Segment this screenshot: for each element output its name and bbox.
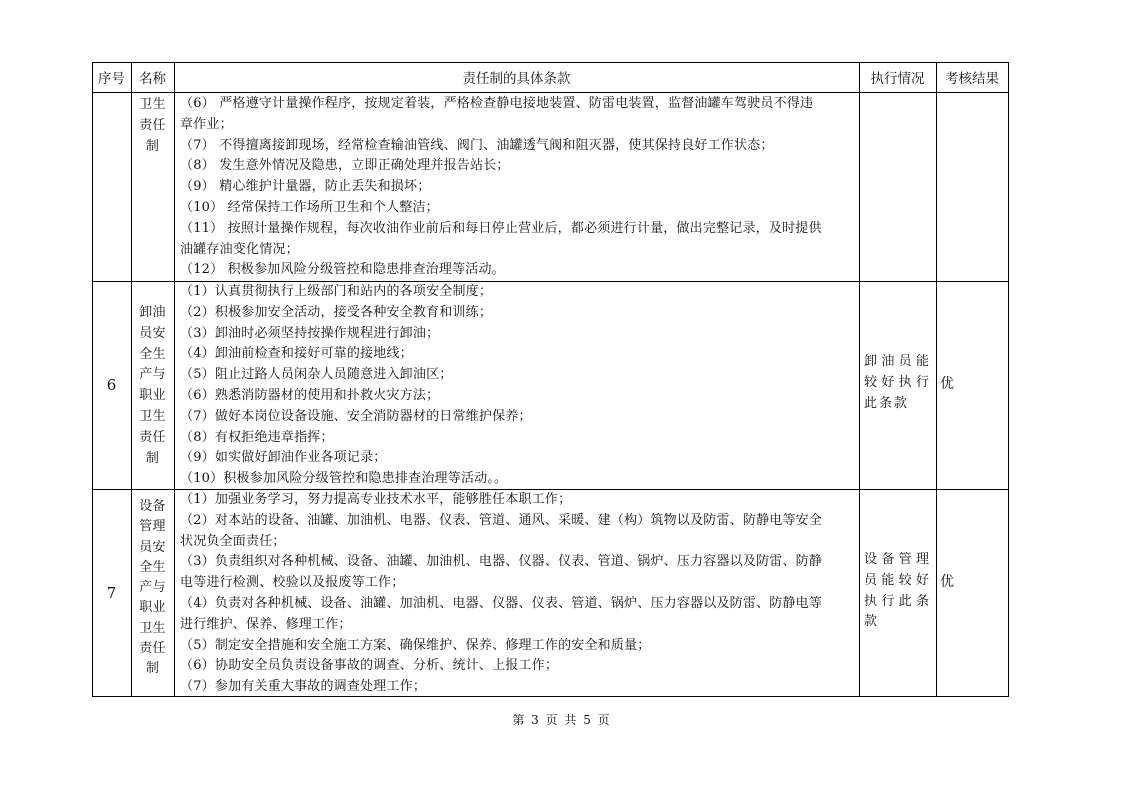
row-execution (864, 352, 931, 414)
clause-line: 进行维护、保养、修理工作； (180, 616, 352, 632)
clause-line: （10） 经常保持工作场所卫生和个人整洁； (180, 199, 439, 215)
name-line: 管理 (139, 519, 166, 535)
name-line: 卫生 (139, 620, 166, 636)
name-line: 产与 (139, 580, 166, 596)
header-seq: 序号 (98, 71, 125, 87)
name-line: 卸油 (139, 305, 166, 320)
clause-line: 状况负全面责任； (180, 533, 286, 549)
name-line: 员安 (139, 539, 166, 555)
name-line: 职业 (139, 388, 166, 404)
name-line: 全生 (139, 346, 166, 362)
row-name (131, 95, 174, 157)
table-border (92, 92, 1009, 93)
clause-line: （9） 精心维护计量器，防止丢失和损坏； (180, 179, 431, 195)
name-line: 责任 (139, 117, 166, 133)
clause-line: （12） 积极参加风险分级管控和隐患排查治理等活动。 (180, 262, 505, 278)
table-border (936, 62, 937, 697)
clause-line: （1）认真贯彻执行上级部门和站内的各项安全制度； (180, 284, 493, 299)
name-line: 卫生 (139, 408, 166, 424)
clause-line: （4）卸油前检查和接好可靠的接地线； (180, 346, 413, 362)
name-line: 责任 (139, 429, 166, 445)
row-result: 优 (940, 376, 955, 392)
execution-line: 员能较好 (864, 572, 931, 588)
clause-line: （2）积极参加安全活动，接受各种安全教育和训练； (180, 304, 493, 320)
execution-line: 卸油员能 (864, 354, 931, 369)
row-execution (864, 550, 931, 633)
clause-line: （11） 按照计量操作规程，每次收油作业前后和每日停止营业后，都必须进行计量，做出完整记录，及时提供 (180, 220, 822, 236)
execution-line: 款 (864, 614, 880, 630)
clause-line: 电等进行检测、校验以及报废等工作； (180, 575, 405, 591)
row-seq: 7 (106, 583, 117, 602)
clause-line: （5）制定安全措施和安全施工方案、确保维护、保养、修理工作的安全和质量； (180, 637, 651, 653)
name-line: 制 (145, 661, 160, 677)
clause-line: （7）做好本岗位设备设施、安全消防器材的日常维护保养； (180, 408, 532, 424)
name-line: 设备 (139, 499, 166, 514)
name-line: 职业 (139, 600, 166, 616)
clause-line: （7）参加有关重大事故的调查处理工作； (180, 679, 427, 695)
execution-line: 较好执行 (864, 374, 931, 390)
row-clauses (180, 94, 855, 281)
row-seq (92, 92, 131, 281)
row-clauses (180, 282, 855, 490)
clause-line: （6）协助安全员负责设备事故的调查、分析、统计、上报工作； (180, 658, 559, 674)
name-line: 制 (145, 450, 160, 466)
clause-line: 油罐存油变化情况； (180, 241, 299, 257)
name-line: 责任 (139, 641, 166, 657)
name-line: 产与 (139, 367, 166, 383)
clause-line: （7） 不得擅离接卸现场，经常检查输油管线、阀门、油罐透气阀和阻灭器，使其保持良好工作状态； (180, 137, 774, 153)
name-line: 员安 (139, 325, 166, 341)
row-name (131, 497, 174, 680)
table-border (859, 62, 860, 697)
row-seq: 6 (106, 376, 117, 394)
execution-line: 设备管理 (864, 552, 931, 567)
name-line: 卫生 (139, 97, 166, 112)
clause-line: （3）负责组织对各种机械、设备、油罐、加油机、电器、仪器、仪表、管道、锅炉、压力容器以及防雷、防静 (180, 554, 823, 570)
header-name: 名称 (139, 71, 166, 87)
clause-line: （6）熟悉消防器材的使用和扑救火灾方法； (180, 387, 440, 403)
page-footer: 第 3 页 共 5 页 (512, 713, 610, 727)
table-border (92, 62, 1009, 63)
execution-line: 执行此条 (864, 593, 931, 609)
header-result: 考核结果 (945, 71, 999, 87)
row-result: 优 (940, 574, 955, 590)
row-name (131, 303, 174, 469)
clause-line: （5）阻止过路人员闲杂人员随意进入卸油区； (180, 367, 453, 383)
clause-line: （2）对本站的设备、油罐、加油机、电器、仪表、管道、通风、采暖、建（构）筑物以及防雷、防静电等安全 (180, 512, 823, 528)
clause-line: （3）卸油时必须坚持按操作规程进行卸油； (180, 325, 440, 341)
name-line: 全生 (139, 559, 166, 575)
clause-line: （10）积极参加风险分级管控和隐患排查治理等活动。。 (180, 471, 508, 487)
clause-line: 章作业； (180, 116, 233, 132)
header-clauses: 责任制的具体条款 (462, 71, 571, 87)
name-line: 制 (145, 138, 160, 154)
clause-line: （9）如实做好卸油作业各项记录； (180, 450, 387, 466)
clause-line: （8） 发生意外情况及隐患，立即正确处理并报告站长； (180, 158, 510, 174)
clause-line: （6） 严格遵守计量操作程序，按规定着装，严格检查静电接地装置、防雷电装置，监督油罐车驾驶员不得违 (180, 96, 814, 111)
row-clauses (180, 490, 855, 698)
clause-line: （4）负责对各种机械、设备、油罐、加油机、电器、仪器、仪表、管道、锅炉、压力容器以及防雷、防静电等 (180, 595, 823, 611)
clause-line: （8）有权拒绝违章指挥； (180, 429, 334, 445)
table-border (1008, 62, 1009, 697)
header-execution: 执行情况 (870, 71, 925, 87)
clause-line: （1）加强业务学习，努力提高专业技术水平，能够胜任本职工作； (180, 492, 572, 507)
execution-line: 此条款 (864, 395, 910, 411)
table-border (174, 62, 175, 697)
